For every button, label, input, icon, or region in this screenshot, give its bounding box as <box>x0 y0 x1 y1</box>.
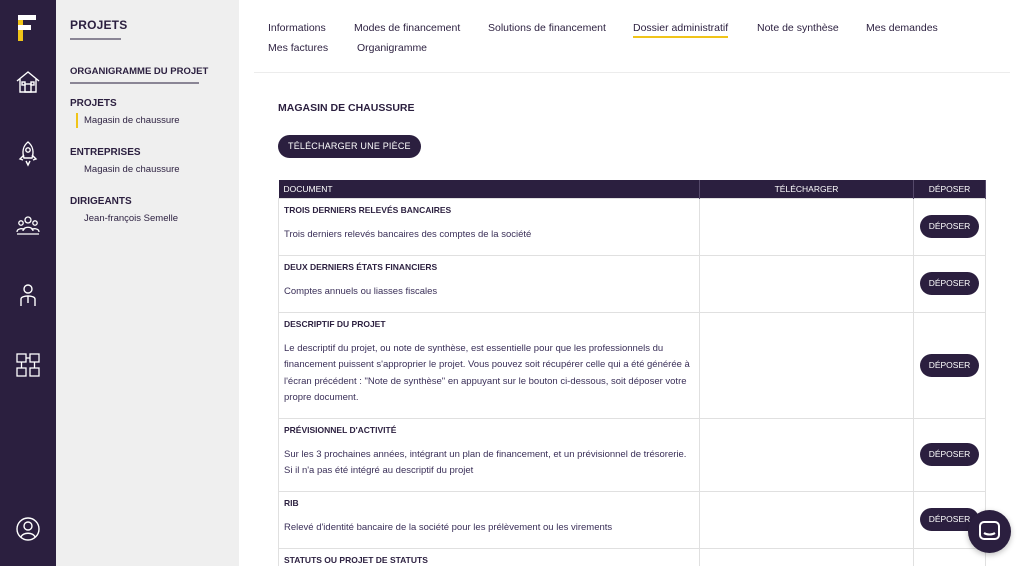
tab-note-synthese[interactable]: Note de synthèse <box>757 22 839 34</box>
document-title: DESCRIPTIF DU PROJET <box>284 318 386 329</box>
person-icon[interactable] <box>14 281 42 309</box>
document-title: STATUTS OU PROJET DE STATUTS <box>284 554 428 565</box>
document-title: PRÉVISIONNEL D'ACTIVITÉ <box>284 424 397 435</box>
document-title: TROIS DERNIERS RELEVÉS BANCAIRES <box>284 204 452 215</box>
column-header-document: DOCUMENT <box>279 180 700 198</box>
column-header-upload: DÉPOSER <box>914 180 986 198</box>
chat-bubble-icon <box>968 510 1011 553</box>
download-cell <box>700 491 914 548</box>
deposit-button[interactable]: DÉPOSER <box>920 272 980 295</box>
document-title: DEUX DERNIERS ÉTATS FINANCIERS <box>284 261 438 272</box>
section-projects-label: PROJETS <box>70 98 117 109</box>
document-title: RIB <box>284 497 299 508</box>
upload-document-button[interactable]: TÉLÉCHARGER UNE PIÈCE <box>278 135 421 158</box>
document-description: Relevé d'identité bancaire de la société pour les prélèvement ou les virements <box>284 521 613 533</box>
table-row <box>279 548 986 566</box>
download-cell <box>700 312 914 418</box>
download-cell <box>700 548 914 566</box>
brand-logo-icon[interactable] <box>16 14 40 42</box>
tab-dossier-administratif[interactable]: Dossier administratif <box>633 22 728 38</box>
org-structure-icon[interactable] <box>14 351 42 379</box>
deposit-button[interactable]: DÉPOSER <box>920 508 980 531</box>
team-icon[interactable] <box>14 211 42 239</box>
download-cell <box>700 198 914 255</box>
download-cell <box>700 255 914 312</box>
document-description: Sur les 3 prochaines années, intégrant un plan de financement, et un prévisionnel de trésorerie. Si il n'a pas été intégré au descriptif du projet <box>284 448 687 476</box>
tab-modes-financement[interactable]: Modes de financement <box>354 22 461 34</box>
tab-organigramme[interactable]: Organigramme <box>357 42 428 54</box>
home-icon[interactable] <box>14 68 42 96</box>
table-row <box>279 198 986 255</box>
download-cell <box>700 418 914 491</box>
table-row <box>279 491 986 548</box>
table-row <box>279 418 986 491</box>
icon-rail <box>0 0 56 566</box>
org-chart-link[interactable]: ORGANIGRAMME DU PROJET <box>70 66 199 84</box>
tab-mes-factures[interactable]: Mes factures <box>268 42 329 54</box>
rocket-icon[interactable] <box>14 139 42 167</box>
document-description: Trois derniers relevés bancaires des comptes de la société <box>284 228 532 240</box>
section-managers-label: DIRIGEANTS <box>70 196 132 207</box>
company-item[interactable]: Magasin de chaussure <box>84 164 180 175</box>
table-row <box>279 312 986 418</box>
projects-panel <box>56 0 239 566</box>
table-row <box>279 255 986 312</box>
manager-item[interactable]: Jean-françois Semelle <box>84 213 178 224</box>
section-companies-label: ENTREPRISES <box>70 147 141 158</box>
table-header-row <box>279 180 986 198</box>
deposit-button[interactable]: DÉPOSER <box>920 215 980 238</box>
project-item[interactable]: Magasin de chaussure <box>84 115 180 126</box>
chat-launcher-button[interactable] <box>968 510 1011 553</box>
tab-informations[interactable]: Informations <box>268 22 326 34</box>
document-description: Comptes annuels ou liasses fiscales <box>284 285 438 297</box>
user-account-icon[interactable] <box>14 515 42 543</box>
tab-solutions-financement[interactable]: Solutions de financement <box>488 22 606 34</box>
top-tabs <box>254 0 1010 73</box>
tab-mes-demandes[interactable]: Mes demandes <box>866 22 938 34</box>
deposit-button[interactable]: DÉPOSER <box>920 443 980 466</box>
document-description: Le descriptif du projet, ou note de synthèse, est essentielle pour que les professionnels du financement puissent s'approprier le projet. Vous pouvez soit récupérer celle qui a été générée à l'écran précédent : "Note de synthèse" en appuyant sur le bouton ci-dessous, soit déposer votre propre document. <box>284 342 690 403</box>
documents-table <box>278 180 986 566</box>
deposit-button[interactable]: DÉPOSER <box>920 354 980 377</box>
panel-title: PROJETS <box>70 18 121 40</box>
column-header-download: TÉLÉCHARGER <box>700 180 914 198</box>
page-title: MAGASIN DE CHAUSSURE <box>278 102 415 114</box>
